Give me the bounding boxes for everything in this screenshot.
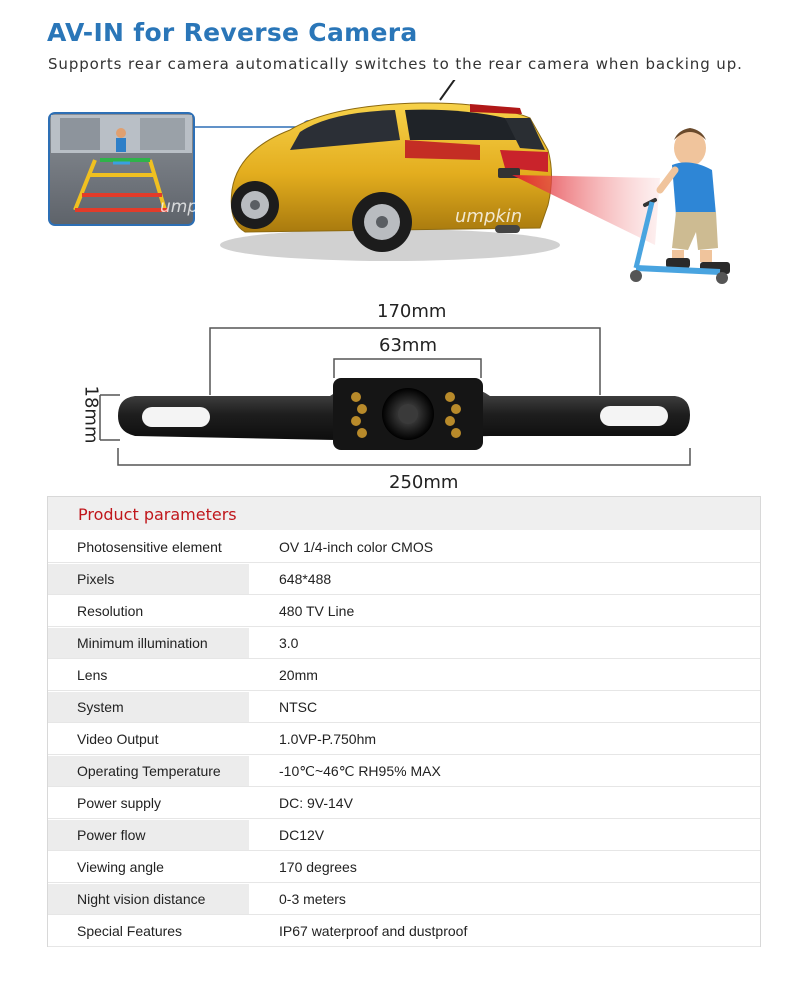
table-title: Product parameters (78, 505, 237, 524)
param-value: 480 TV Line (251, 596, 760, 626)
dim-height: 18mm (80, 385, 102, 444)
hero-illustration (0, 80, 800, 295)
table-row (48, 916, 760, 948)
mount-slot-right (600, 406, 668, 426)
product-parameters-table (47, 496, 761, 947)
table-row (48, 820, 760, 852)
param-name: Photosensitive element (48, 532, 249, 562)
table-row (48, 596, 760, 628)
dim-width-top: 170mm (377, 301, 447, 322)
dim-width-total: 250mm (389, 472, 459, 493)
param-name: Viewing angle (48, 852, 249, 882)
page-subtitle: Supports rear camera automatically switches to the rear camera when backing up. (48, 55, 743, 73)
param-name: Night vision distance (48, 884, 249, 914)
table-row (48, 628, 760, 660)
child-on-scooter (630, 128, 730, 284)
param-value: 20mm (251, 660, 760, 690)
table-row (48, 788, 760, 820)
table-header (48, 497, 760, 532)
dim-camera-width: 63mm (379, 335, 437, 356)
param-value: OV 1/4-inch color CMOS (251, 532, 760, 562)
camera-dimension-diagram (0, 295, 800, 495)
mount-slot-left (142, 407, 210, 427)
table-row (48, 852, 760, 884)
car-illustration (220, 80, 560, 261)
car-watermark: umpkin (455, 206, 523, 227)
param-name: System (48, 692, 249, 722)
param-name: Pixels (48, 564, 249, 594)
table-row (48, 884, 760, 916)
param-name: Power flow (48, 820, 249, 850)
page-title: AV-IN for Reverse Camera (47, 18, 418, 47)
table-row (48, 756, 760, 788)
param-name: Resolution (48, 596, 249, 626)
table-row (48, 660, 760, 692)
param-value: DC: 9V-14V (251, 788, 760, 818)
reverse-view-inset (49, 113, 223, 225)
inset-watermark: umpkin (160, 197, 224, 217)
param-value: 3.0 (251, 628, 760, 658)
table-row (48, 692, 760, 724)
param-value: -10℃~46℃ RH95% MAX (251, 756, 760, 786)
param-value: NTSC (251, 692, 760, 722)
param-value: DC12V (251, 820, 760, 850)
param-name: Special Features (48, 916, 249, 946)
param-name: Lens (48, 660, 249, 690)
param-value: 648*488 (251, 564, 760, 594)
param-value: 1.0VP-P.750hm (251, 724, 760, 754)
table-row (48, 724, 760, 756)
param-name: Power supply (48, 788, 249, 818)
table-row (48, 564, 760, 596)
param-value: IP67 waterproof and dustproof (251, 916, 760, 946)
param-value: 170 degrees (251, 852, 760, 882)
param-name: Video Output (48, 724, 249, 754)
param-name: Minimum illumination (48, 628, 249, 658)
param-name: Operating Temperature (48, 756, 249, 786)
table-row (48, 532, 760, 564)
param-value: 0-3 meters (251, 884, 760, 914)
